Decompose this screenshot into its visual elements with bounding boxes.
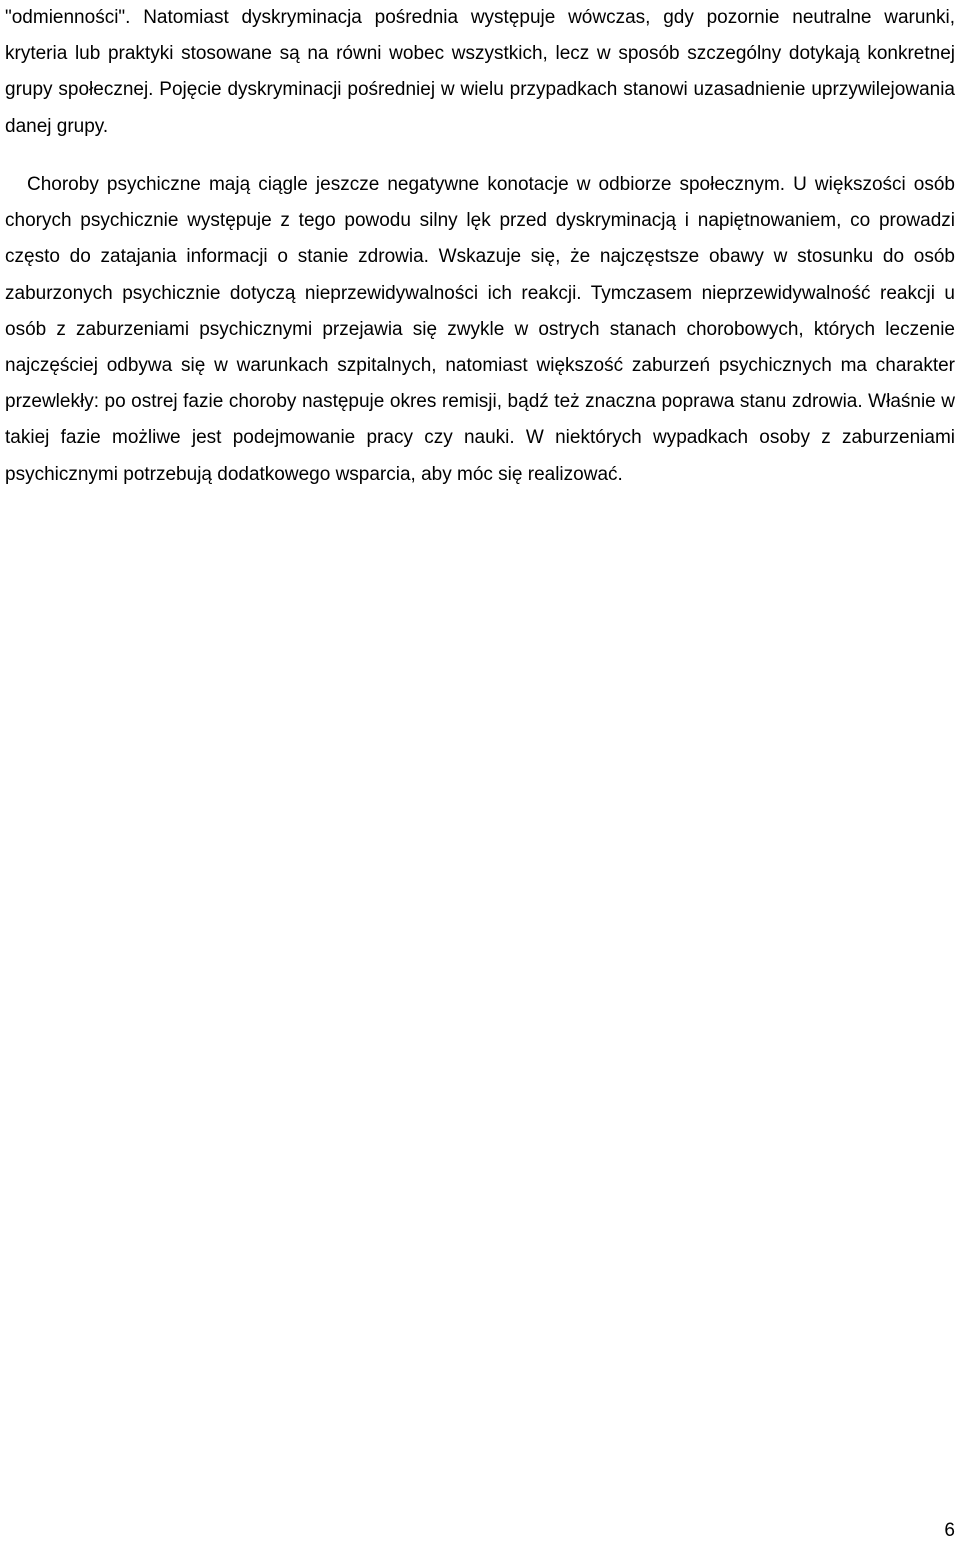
paragraph-mental-illness: Choroby psychiczne mają ciągle jeszcze negatywne konotacje w odbiorze społecznym. U większości osób chorych psychicznie występuje z tego powodu silny lęk przed dyskryminacją i napiętnowaniem, co prowadzi często do zatajania informacji o stanie zdrowia. Wskazuje się, że najczęstsze obawy w stosunku do osób zaburzonych psychicznie dotyczą nieprzewidywalności ich reakcji. Tymczasem nieprzewidywalność reakcji u osób z zaburzeniami psychicznymi przejawia się zwykle w ostrych stanach chorobowych, których leczenie najczęściej odbywa się w warunkach szpitalnych, natomiast większość zaburzeń psychicznych ma charakter przewlekły: po ostrej fazie choroby następuje okres remisji, bądź też znaczna poprawa stanu zdrowia. Właśnie w takiej fazie możliwe jest podejmowanie pracy czy nauki. W niektórych wypadkach osoby z zaburzeniami psychicznymi potrzebują dodatkowego wsparcia, aby móc się realizować. — [5, 174, 955, 485]
page-number: 6 — [944, 1520, 955, 1541]
paragraph-indirect-discrimination: "odmienności". Natomiast dyskryminacja pośrednia występuje wówczas, gdy pozornie neutralne warunki, kryteria lub praktyki stosowane są na równi wobec wszystkich, lecz w sposób szczególny dotykają konkretnej grupy społecznej. Pojęcie dyskryminacji pośredniej w wielu przypadkach stanowi uzasadnienie uprzywilejowania danej grupy. — [5, 7, 955, 137]
